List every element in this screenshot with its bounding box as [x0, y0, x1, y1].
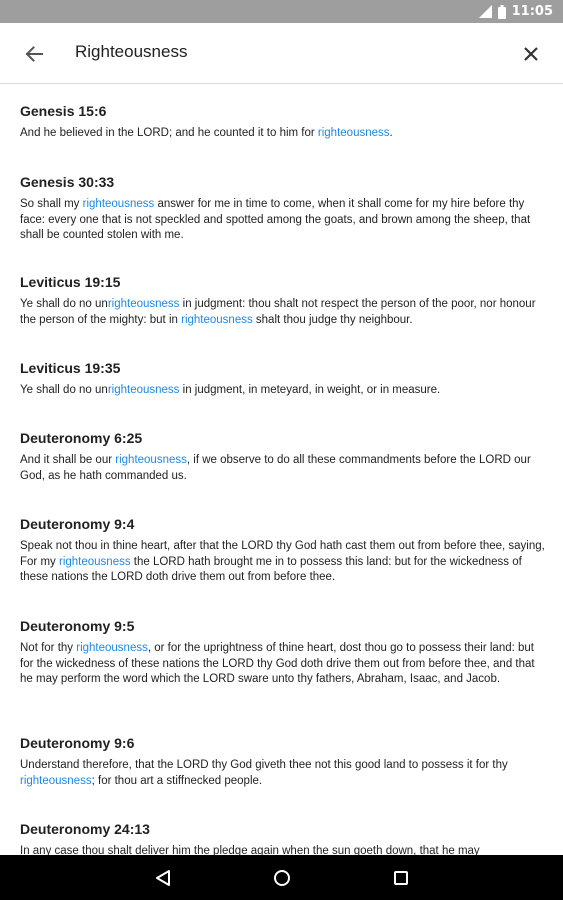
- search-match-highlight: righteousness: [20, 774, 92, 787]
- nav-home-button[interactable]: [270, 866, 294, 890]
- verse-text-segment: So shall my: [20, 198, 83, 210]
- result-item[interactable]: [20, 617, 550, 688]
- verse-text: [20, 453, 550, 484]
- back-triangle-icon: [155, 869, 171, 887]
- verse-text: [20, 383, 550, 399]
- verse-text-segment: Ye shall do no un: [20, 298, 108, 310]
- search-match-highlight: righteousness: [82, 198, 155, 210]
- search-match-highlight: righteousness: [317, 127, 390, 139]
- status-bar: [0, 0, 563, 23]
- result-item[interactable]: [20, 273, 550, 328]
- signal-icon: [479, 5, 492, 18]
- verse-reference: Leviticus 19:35: [20, 360, 121, 376]
- verse-text-segment: in judgment: thou shalt not respect the person of the poor, nor honour the person of the mighty: but in: [20, 298, 536, 326]
- verse-text-segment: shalt thou judge thy neighbour.: [252, 313, 413, 326]
- nav-back-button[interactable]: [151, 866, 175, 890]
- verse-text: [20, 641, 550, 688]
- verse-text: [20, 297, 550, 328]
- search-results-list: [0, 84, 563, 855]
- system-nav-bar: [0, 855, 563, 900]
- result-item[interactable]: [20, 173, 550, 244]
- verse-text-segment: the LORD hath brought me in to possess this land: but for the wickedness of these nations the LORD doth drive them out from before thee.: [20, 555, 522, 584]
- verse-text: [20, 197, 550, 244]
- battery-icon: [498, 5, 506, 19]
- verse-text-segment: ; for thou art a stiffnecked people.: [91, 774, 263, 787]
- verse-text: [20, 758, 550, 789]
- verse-text-segment: In any case thou shalt deliver him the pledge again when the sun goeth down, that he may: [20, 845, 480, 855]
- verse-text-segment: Understand therefore, that the LORD thy God giveth thee not this good land to possess it for thy: [20, 759, 508, 771]
- status-time: 11:05: [511, 4, 553, 19]
- verse-reference: Deuteronomy 9:4: [20, 516, 135, 532]
- search-query[interactable]: Righteousness: [75, 42, 188, 61]
- verse-reference: Deuteronomy 9:6: [20, 735, 135, 751]
- verse-text-segment: And it shall be our: [20, 454, 116, 466]
- nav-recents-button[interactable]: [389, 866, 413, 890]
- verse-reference: Leviticus 19:15: [20, 274, 121, 290]
- result-item[interactable]: [20, 515, 550, 586]
- result-item[interactable]: [20, 102, 550, 142]
- verse-reference: Deuteronomy 6:25: [20, 430, 143, 446]
- search-match-highlight: righteousness: [181, 313, 253, 326]
- result-item[interactable]: [20, 429, 550, 484]
- verse-text-segment: , if we observe to do all these commandments before the LORD our God, as he hath commanded us.: [20, 454, 531, 482]
- verse-text-segment: Ye shall do no un: [20, 384, 108, 396]
- result-item[interactable]: [20, 359, 550, 399]
- search-match-highlight: righteousness: [107, 298, 180, 310]
- arrow-left-icon: [25, 45, 43, 63]
- close-button[interactable]: [517, 40, 545, 68]
- verse-reference: Genesis 30:33: [20, 174, 115, 190]
- verse-text-segment: Speak not thou in thine heart, after that the LORD thy God hath cast them out from before thee, saying, For my: [20, 540, 545, 568]
- home-circle-icon: [273, 869, 291, 887]
- back-button[interactable]: [20, 40, 48, 68]
- verse-text: [20, 126, 550, 142]
- verse-reference: Deuteronomy 9:5: [20, 618, 135, 634]
- search-match-highlight: righteousness: [115, 454, 187, 466]
- verse-text-segment: Not for thy: [20, 642, 77, 654]
- search-match-highlight: righteousness: [107, 384, 180, 396]
- search-match-highlight: righteousness: [76, 642, 148, 654]
- verse-text-segment: in judgment, in meteyard, in weight, or in measure.: [179, 384, 441, 396]
- verse-text-segment: answer for me in time to come, when it shall come for my hire before thy face: every one that is not speckled and spotted among the goats, and brown among the sheep, that shall be counted stolen with me.: [20, 198, 531, 242]
- recents-square-icon: [393, 870, 409, 886]
- verse-text-segment: .: [389, 127, 393, 139]
- search-match-highlight: righteousness: [58, 555, 131, 568]
- verse-text: [20, 539, 550, 586]
- verse-text-segment: , or for the uprightness of thine heart, dost thou go to possess their land: but for the wickedness of these nations the LORD thy God doth drive them out from before thee, and that he may perform the word which the LORD sware unto thy fathers, Abraham, Isaac, and Jacob.: [20, 642, 535, 686]
- verse-reference: Deuteronomy 24:13: [20, 821, 150, 837]
- result-item[interactable]: [20, 820, 550, 855]
- verse-text-segment: And he believed in the LORD; and he counted it to him for: [20, 127, 318, 139]
- result-item[interactable]: [20, 734, 550, 789]
- verse-reference: Genesis 15:6: [20, 103, 107, 119]
- verse-text: [20, 844, 550, 855]
- close-icon: [524, 47, 538, 61]
- search-app-bar: [0, 23, 563, 84]
